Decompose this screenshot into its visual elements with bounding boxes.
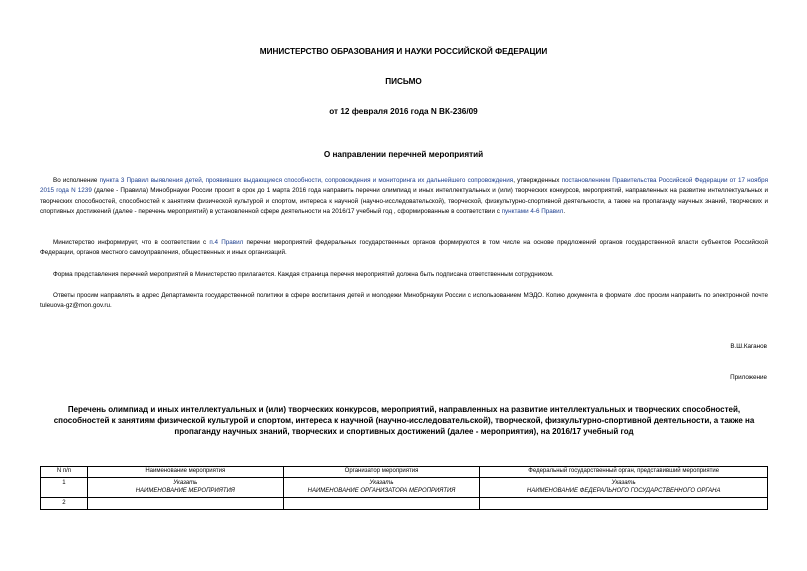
ministry-heading: МИНИСТЕРСТВО ОБРАЗОВАНИЯ И НАУКИ РОССИЙСКОЙ ФЕДЕРАЦИИ [259,47,548,56]
row-number: 2 [41,498,88,510]
column-header: Наименование мероприятия [87,467,283,478]
paragraph-text: , утвержденных [513,177,562,184]
paragraph-text: . [563,207,566,215]
cell-value: НАИМЕНОВАНИЕ МЕРОПРИЯТИЯ [135,488,235,494]
cell-hint: Указать [173,480,198,486]
document-subject: О направлении перечней мероприятий [323,150,484,159]
column-header: Организатор мероприятия [283,467,480,478]
document-date: от 12 февраля 2016 года N ВК-236/09 [329,107,478,116]
resolution-link[interactable]: постановлением Правительства Российской Федерации от 17 ноября 2015 года N 1239 [40,177,768,195]
list-title: Перечень олимпиад и иных интеллектуальных и (или) творческих конкурсов, мероприятий, направленных на развитие интеллектуальных и творческих способностей, способностей к занятиям физической культурой и спортом, интереса к научной (научно-исследовательской), творческой, физкультурно-спортивной деятельности, а также на пропаганду научных знаний, творческих и спортивных достижений (далее - мероприятия), на 2016/17 учебный год [53,405,755,436]
cell-hint: Указать [611,480,636,486]
column-header: Федеральный государственный орган, представивший мероприятие [480,467,768,478]
appendix-label: Приложение [730,374,767,381]
signer-name: В.Ш.Каганов [730,343,767,350]
table-cell [283,498,480,510]
table-cell [480,478,768,498]
rules-points-link[interactable]: пунктами 4-6 Правил [501,207,564,215]
paragraph-text: (далее - Правила) Минобрнауки России просит в срок до 1 марта 2016 года направить перечни олимпиад и иных интеллектуальных и (или) творческих конкурсов, мероприятий, направленных на развитие интеллектуальных и творческих способностей, способностей к занятиям физической культурой и спортом, интереса к научной (научно-исследовательской), творческой, физкультурно-спортивной деятельности, а также на пропаганду научных знаний, творческих и спортивных достижений (далее - перечень мероприятий) в установленной сфере деятельности на 2016/17 учебный год , сформированные в соответствии с [40,187,769,215]
table-row [41,498,768,510]
rules-point4-link[interactable]: п.4 Правил [209,239,244,246]
table-header-row [41,467,768,478]
table-cell [283,478,480,498]
paragraph-2 [40,238,768,259]
table-cell [87,478,283,498]
table-cell [480,498,768,510]
cell-hint: Указать [369,480,394,486]
column-header: N п/п [41,467,88,478]
paragraph-4: Ответы просим направлять в адрес Департамента государственной политики в сфере воспитания детей и молодежи Минобрнауки России с использованием МЭДО. Копию документа в формате .doc просим направить по электронной почте tuleuova-gz@mon.gov.ru. [40,292,768,310]
paragraph-1 [40,176,768,217]
events-table [40,466,768,510]
table-cell [87,498,283,510]
paragraph-text: Во исполнение [53,177,100,184]
paragraph-3: Форма представления перечней мероприятий в Министерство прилагается. Каждая страница перечня мероприятий должна быть подписана ответственным сотрудником. [53,271,554,278]
cell-value: НАИМЕНОВАНИЕ ФЕДЕРАЛЬНОГО ГОСУДАРСТВЕННОГО ОРГАНА [526,488,721,494]
paragraph-text: перечни мероприятий федеральных государственных органов формируются в том числе на основе предложений органов государственной власти субъектов Российской Федерации, органов местного самоуправления, общественных и иных организаций. [40,239,768,257]
document-type: ПИСЬМО [385,77,422,86]
rules-link[interactable]: пункта 3 Правил выявления детей, проявивших выдающиеся способности, сопровождения и мониторинга их дальнейшего сопровождения [99,177,514,184]
paragraph-text: Министерство информирует, что в соответствии с [53,239,210,246]
row-number: 1 [41,478,88,498]
table-row [41,478,768,498]
cell-value: НАИМЕНОВАНИЕ ОРГАНИЗАТОРА МЕРОПРИЯТИЯ [307,488,456,494]
